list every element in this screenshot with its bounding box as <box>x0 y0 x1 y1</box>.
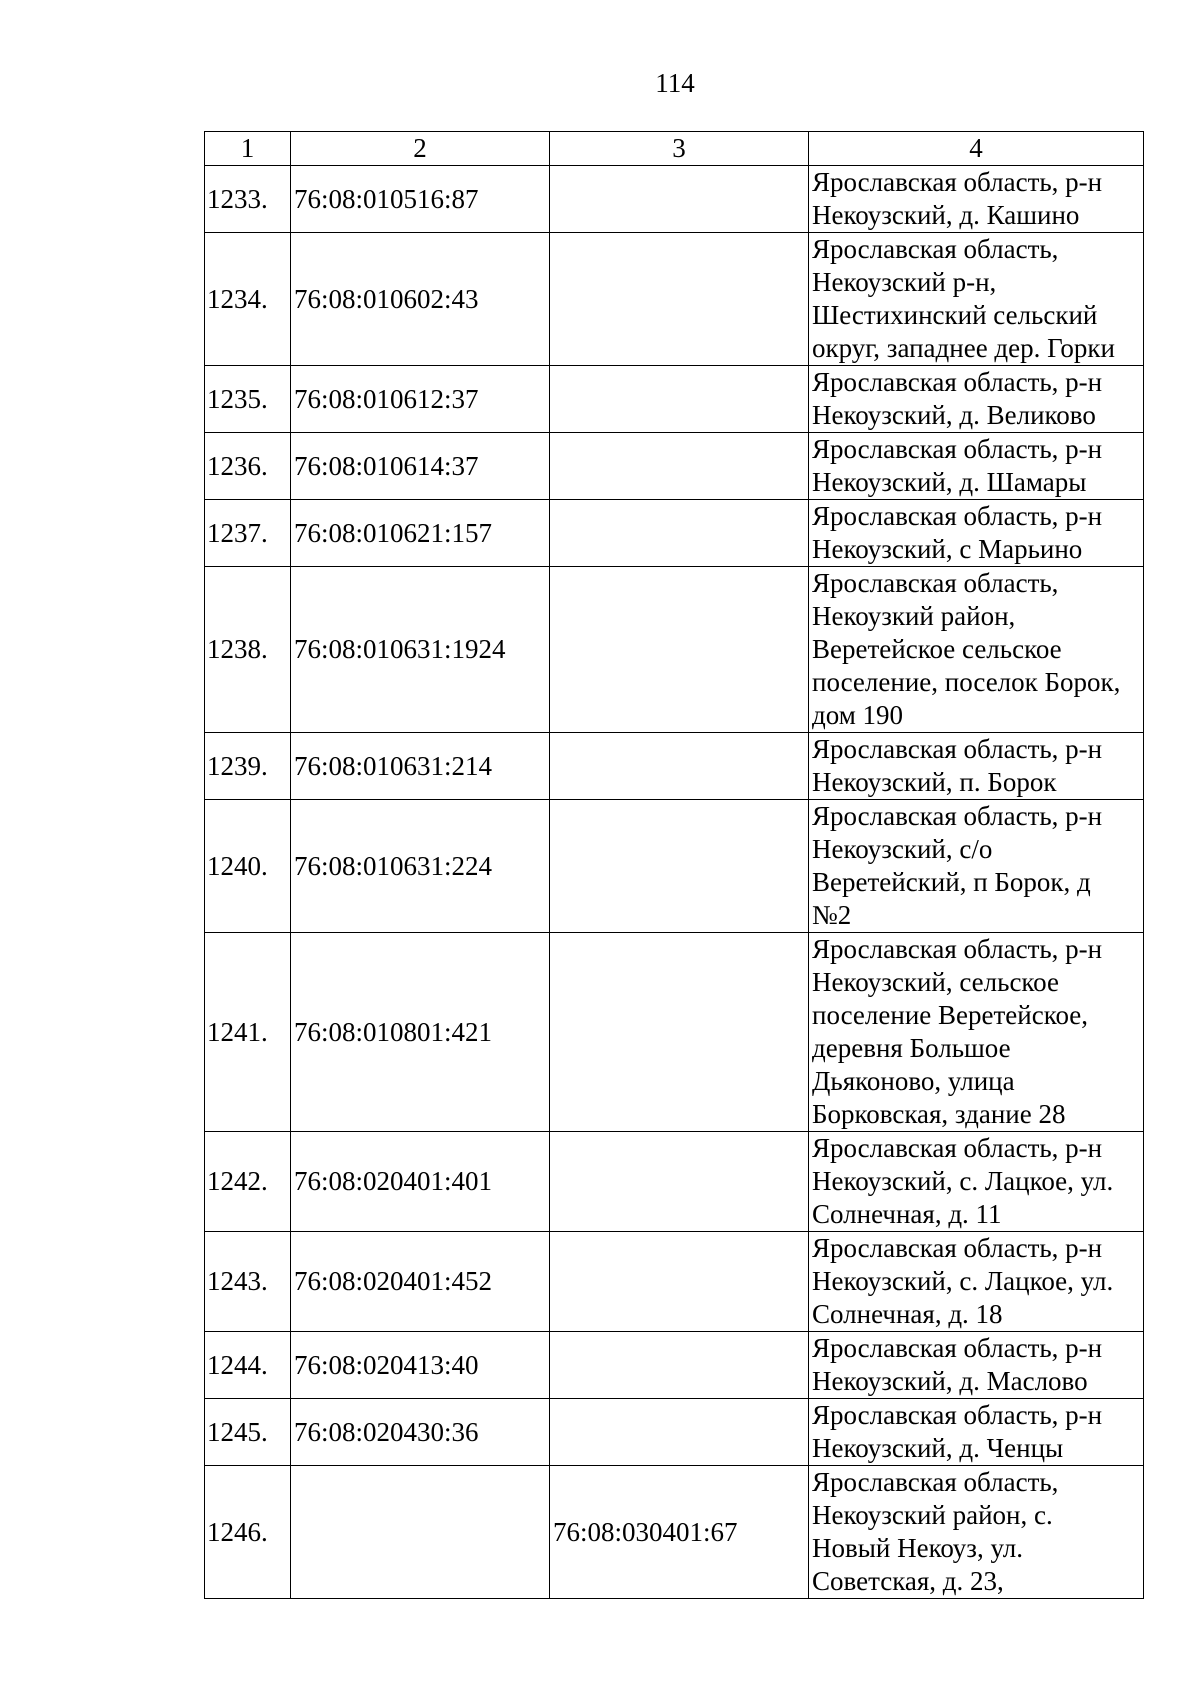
cadastral-number-alt <box>550 366 809 433</box>
cadastral-number: 76:08:010631:214 <box>291 733 550 800</box>
address: Ярославская область, р-н Некоузский, п. Борок <box>809 733 1144 800</box>
table-row <box>205 433 1144 500</box>
address: Ярославская область, р-н Некоузский, с. Лацкое, ул. Солнечная, д. 18 <box>809 1232 1144 1332</box>
cadastral-number: 76:08:020413:40 <box>291 1332 550 1399</box>
cadastral-number: 76:08:010621:157 <box>291 500 550 567</box>
cadastral-number-alt <box>550 733 809 800</box>
row-number: 1237. <box>205 500 291 567</box>
address: Ярославская область, р-н Некоузский, с. Лацкое, ул. Солнечная, д. 11 <box>809 1132 1144 1232</box>
cadastral-number-alt <box>550 1332 809 1399</box>
table-row <box>205 166 1144 233</box>
row-number: 1243. <box>205 1232 291 1332</box>
row-number: 1240. <box>205 800 291 933</box>
cadastral-number-alt <box>550 567 809 733</box>
address: Ярославская область, Некоузский р-н, Шестихинский сельский округ, западнее дер. Горки <box>809 233 1144 366</box>
table-row <box>205 933 1144 1132</box>
table-row <box>205 567 1144 733</box>
header-cell-1: 1 <box>205 132 291 166</box>
cadastral-number: 76:08:010631:224 <box>291 800 550 933</box>
row-number: 1235. <box>205 366 291 433</box>
cadastral-number: 76:08:010602:43 <box>291 233 550 366</box>
table-row <box>205 500 1144 567</box>
row-number: 1241. <box>205 933 291 1132</box>
address: Ярославская область, р-н Некоузский, д. Кашино <box>809 166 1144 233</box>
row-number: 1245. <box>205 1399 291 1466</box>
table-row <box>205 1132 1144 1232</box>
row-number: 1233. <box>205 166 291 233</box>
row-number: 1244. <box>205 1332 291 1399</box>
address: Ярославская область, р-н Некоузский, с/о Веретейский, п Борок, д №2 <box>809 800 1144 933</box>
address: Ярославская область, р-н Некоузский, с Марьино <box>809 500 1144 567</box>
row-number: 1246. <box>205 1466 291 1599</box>
page-number: 114 <box>655 68 695 98</box>
cadastral-number-alt <box>550 800 809 933</box>
cadastral-number-alt <box>550 1232 809 1332</box>
cadastral-number-alt <box>550 233 809 366</box>
address: Ярославская область, р-н Некоузский, д. Ченцы <box>809 1399 1144 1466</box>
cadastral-number-alt <box>550 1132 809 1232</box>
address: Ярославская область, Некоузский район, с. Новый Некоуз, ул. Советская, д. 23, <box>809 1466 1144 1599</box>
cadastral-number-alt <box>550 166 809 233</box>
address: Ярославская область, Некоузкий район, Веретейское сельское поселение, поселок Борок, дом 190 <box>809 567 1144 733</box>
row-number: 1236. <box>205 433 291 500</box>
cadastral-number: 76:08:020430:36 <box>291 1399 550 1466</box>
cadastral-number: 76:08:010516:87 <box>291 166 550 233</box>
row-number: 1242. <box>205 1132 291 1232</box>
cadastral-number: 76:08:010614:37 <box>291 433 550 500</box>
cadastral-number: 76:08:010801:421 <box>291 933 550 1132</box>
header-cell-4: 4 <box>809 132 1144 166</box>
table-row <box>205 1399 1144 1466</box>
cadastral-table <box>204 131 1144 1599</box>
header-cell-3: 3 <box>550 132 809 166</box>
cadastral-number: 76:08:020401:452 <box>291 1232 550 1332</box>
address: Ярославская область, р-н Некоузский, д. Шамары <box>809 433 1144 500</box>
cadastral-number-alt: 76:08:030401:67 <box>550 1466 809 1599</box>
cadastral-number: 76:08:010612:37 <box>291 366 550 433</box>
cadastral-number-alt <box>550 433 809 500</box>
table-row <box>205 1466 1144 1599</box>
cadastral-number-alt <box>550 500 809 567</box>
cadastral-number-alt <box>550 933 809 1132</box>
row-number: 1234. <box>205 233 291 366</box>
table-row <box>205 1232 1144 1332</box>
cadastral-number-alt <box>550 1399 809 1466</box>
header-row <box>205 132 1144 166</box>
address: Ярославская область, р-н Некоузский, д. Маслово <box>809 1332 1144 1399</box>
header-cell-2: 2 <box>291 132 550 166</box>
table-row <box>205 733 1144 800</box>
address: Ярославская область, р-н Некоузский, сельское поселение Веретейское, деревня Большое Дьяконово, улица Борковская, здание 28 <box>809 933 1144 1132</box>
table-row <box>205 366 1144 433</box>
cadastral-number: 76:08:020401:401 <box>291 1132 550 1232</box>
row-number: 1238. <box>205 567 291 733</box>
table-row <box>205 1332 1144 1399</box>
cadastral-number <box>291 1466 550 1599</box>
cadastral-number: 76:08:010631:1924 <box>291 567 550 733</box>
table-row <box>205 800 1144 933</box>
table-row <box>205 233 1144 366</box>
address: Ярославская область, р-н Некоузский, д. Великово <box>809 366 1144 433</box>
row-number: 1239. <box>205 733 291 800</box>
